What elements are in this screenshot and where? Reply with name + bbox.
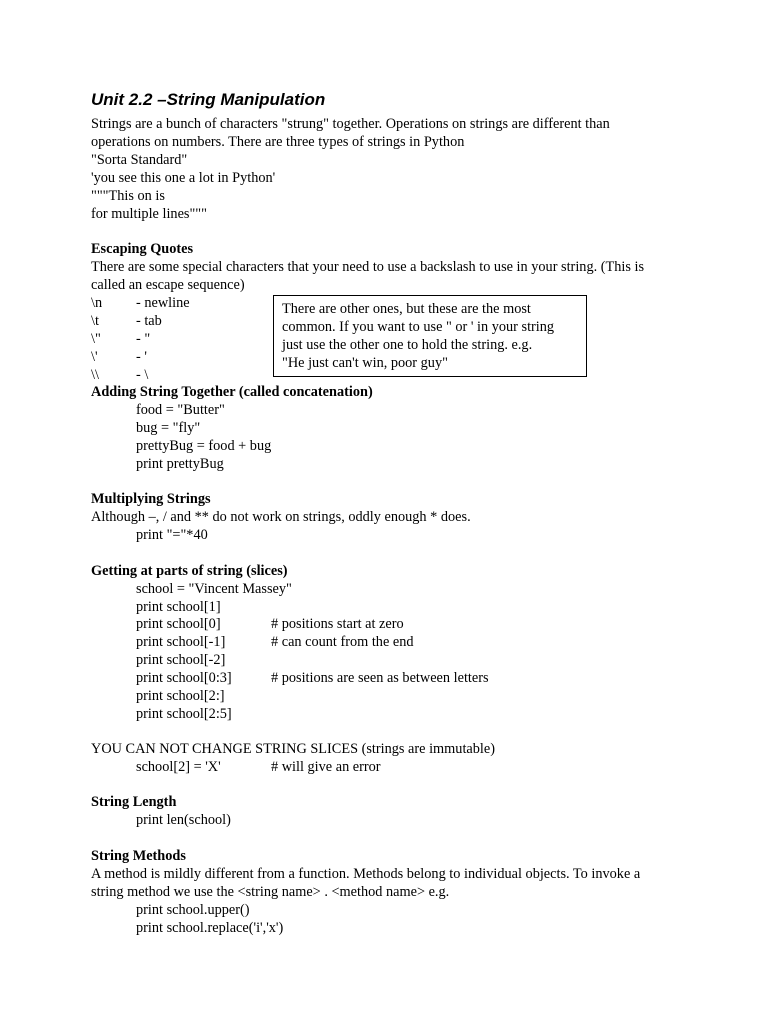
multiply-text: Although –, / and ** do not work on strings, oddly enough * does. bbox=[91, 509, 471, 525]
string-example: """This on is bbox=[91, 188, 165, 204]
callout-line: There are other ones, but these are the most bbox=[282, 301, 531, 317]
code-line: bug = "fly" bbox=[136, 420, 201, 436]
callout-line: just use the other one to hold the string. e.g. bbox=[282, 337, 533, 353]
section-heading-concat: Adding String Together (called concatenation) bbox=[91, 384, 373, 400]
code-line: print "="*40 bbox=[136, 527, 208, 543]
string-example: 'you see this one a lot in Python' bbox=[91, 170, 276, 186]
section-heading-multiply: Multiplying Strings bbox=[91, 491, 211, 507]
code-line: prettyBug = food + bug bbox=[136, 438, 272, 454]
immutable-text: YOU CAN NOT CHANGE STRING SLICES (strings are immutable) bbox=[91, 741, 495, 757]
code-line: school = "Vincent Massey" bbox=[136, 581, 292, 597]
escape-code: \\ bbox=[91, 367, 99, 383]
escaping-text: called an escape sequence) bbox=[91, 277, 245, 293]
escape-code: \" bbox=[91, 331, 101, 347]
section-heading-slices: Getting at parts of string (slices) bbox=[91, 563, 288, 579]
code-line: print school[2:5] bbox=[136, 706, 232, 722]
escape-code: \n bbox=[91, 295, 103, 311]
code-line: print school[0:3] bbox=[136, 670, 232, 686]
page-title: Unit 2.2 –String Manipulation bbox=[91, 90, 326, 109]
escaping-text: There are some special characters that your need to use a backslash to use in your string. (This is bbox=[91, 259, 645, 275]
code-line: print school[2:] bbox=[136, 688, 225, 704]
escape-code: \t bbox=[91, 313, 99, 329]
intro-line: Strings are a bunch of characters "strung" together. Operations on strings are different than bbox=[91, 116, 610, 132]
code-line: print school[-2] bbox=[136, 652, 226, 668]
code-line: print school[0] bbox=[136, 616, 221, 632]
string-example: for multiple lines""" bbox=[91, 206, 207, 222]
callout-line: "He just can't win, poor guy" bbox=[282, 355, 448, 371]
code-line: print school[-1] bbox=[136, 634, 226, 650]
code-comment: # positions start at zero bbox=[271, 616, 404, 632]
code-line: print school[1] bbox=[136, 599, 221, 615]
code-line: print school.replace('i','x') bbox=[136, 920, 284, 936]
code-comment: # will give an error bbox=[271, 759, 381, 775]
escape-desc: - ' bbox=[136, 349, 147, 365]
callout-box bbox=[273, 295, 587, 377]
escape-desc: - newline bbox=[136, 295, 190, 311]
section-heading-length: String Length bbox=[91, 794, 177, 810]
methods-text: A method is mildly different from a function. Methods belong to individual objects. To invoke a bbox=[91, 866, 641, 882]
intro-line: operations on numbers. There are three types of strings in Python bbox=[91, 134, 465, 150]
code-line: food = "Butter" bbox=[136, 402, 225, 418]
code-line: school[2] = 'X' bbox=[136, 759, 221, 775]
escape-desc: - tab bbox=[136, 313, 162, 329]
section-heading-methods: String Methods bbox=[91, 848, 186, 864]
code-line: print school.upper() bbox=[136, 902, 250, 918]
code-comment: # can count from the end bbox=[271, 634, 414, 650]
code-comment: # positions are seen as between letters bbox=[271, 670, 489, 686]
callout-line: common. If you want to use " or ' in your string bbox=[282, 319, 555, 335]
code-line: print len(school) bbox=[136, 812, 231, 828]
methods-text: string method we use the <string name> . <method name> e.g. bbox=[91, 884, 450, 900]
escape-desc: - \ bbox=[136, 367, 149, 383]
string-example: "Sorta Standard" bbox=[91, 152, 188, 168]
escape-desc: - " bbox=[136, 331, 151, 347]
code-line: print prettyBug bbox=[136, 456, 224, 472]
section-heading-escaping: Escaping Quotes bbox=[91, 241, 194, 257]
escape-code: \' bbox=[91, 349, 98, 365]
